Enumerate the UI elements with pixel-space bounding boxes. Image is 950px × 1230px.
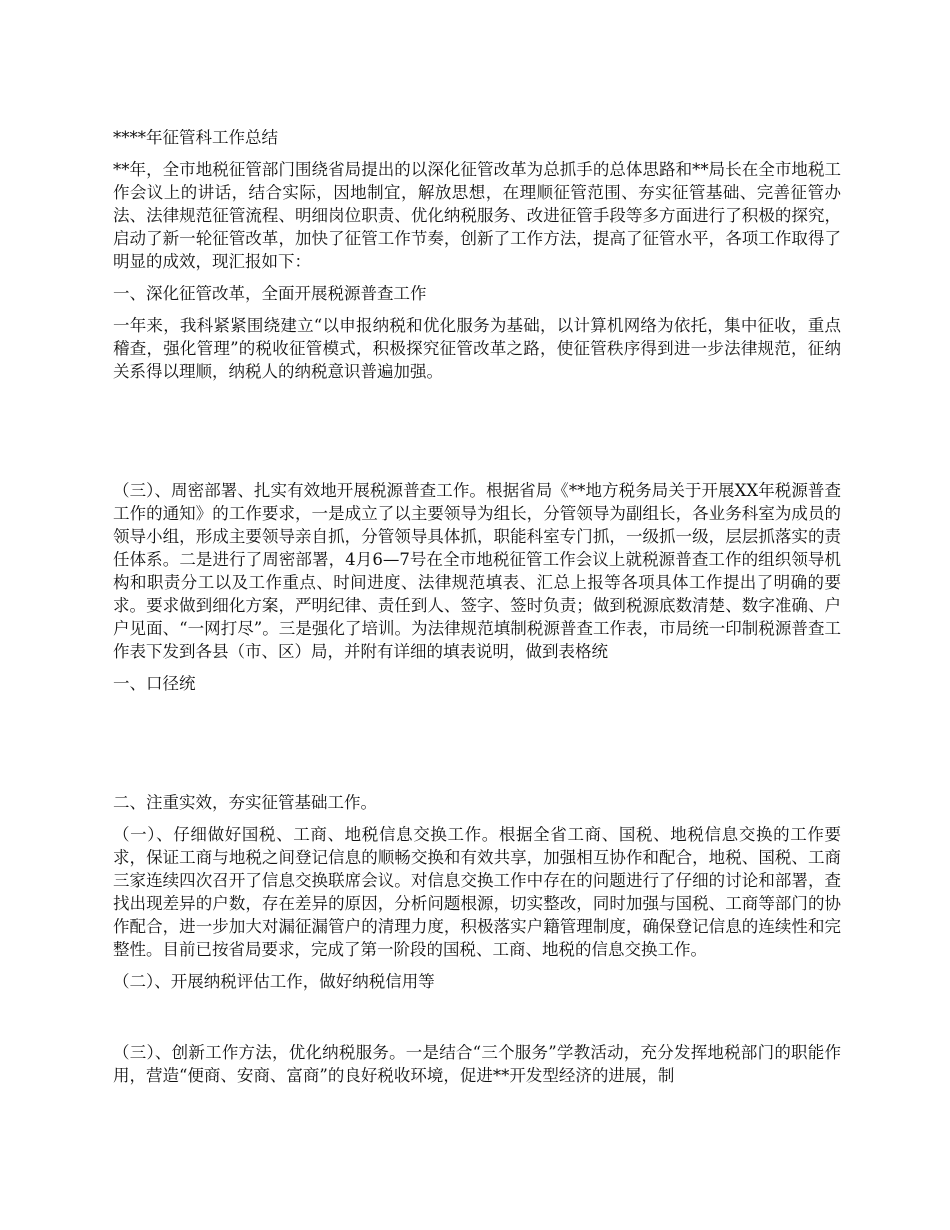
document-title: ****年征管科工作总结 [113, 128, 278, 147]
body-paragraph: 一年来，我科紧紧围绕建立“以申报纳税和优化服务为基础，以计算机网络为依托，集中征收，重点稽查，强化管理”的税收征管模式，积极探究征管改革之路，使征管秩序得到进一步法律规范，征纳关系得以理顺，纳税人的纳税意识普遍加强。 [113, 316, 841, 381]
section-heading-1: 一、深化征管改革，全面开展税源普查工作 [113, 284, 427, 303]
intro-paragraph: **年，全市地税征管部门围绕省局提出的以深化征管改革为总抓手的总体思路和**局长在全市地税工作会议上的讲话，结合实际，因地制宜，解放思想，在理顺征管范围、夯实征管基础、完善征管办法、法律规范征管流程、明细岗位职责、优化纳税服务、改进征管手段等多方面进行了积极的探究，启动了新一轮征管改革，加快了征管工作节奏，创新了工作方法，提高了征管水平，各项工作取得了明显的成效，现汇报如下： [113, 160, 841, 271]
document-page [113, 126, 841, 1087]
body-paragraph: 一、口径统 [113, 674, 196, 693]
body-paragraph: （三）、周密部署、扎实有效地开展税源普查工作。根据省局《**地方税务局关于开展XX年税源普查工作的通知》的工作要求，一是成立了以主要领导为组长，分管领导为副组长，各业务科室为成员的领导小组，形成主要领导亲自抓，分管领导具体抓，职能科室专门抓，一级抓一级，层层抓落实的责任体系。二是进行了周密部署，4月6—7号在全市地税征管工作会议上就税源普查工作的组织领导机构和职责分工以及工作重点、时间进度、法律规范填表、汇总上报等各项具体工作提出了明确的要求。要求做到细化方案，严明纪律、责任到人、签字、签时负责；做到税源底数清楚、数字准确、户户见面、“一网打尽”。三是强化了培训。为法律规范填制税源普查工作表，市局统一印制税源普查工作表下发到各县（市、区）局，并附有详细的填表说明，做到表格统 [113, 481, 841, 661]
body-paragraph: （三）、创新工作方法，优化纳税服务。一是结合“三个服务”学教活动，充分发挥地税部门的职能作用，营造“便商、安商、富商”的良好税收环境，促进**开发型经济的进展，制 [113, 1043, 841, 1085]
body-paragraph: （二）、开展纳税评估工作，做好纳税信用等 [113, 972, 435, 991]
body-paragraph: （一）、仔细做好国税、工商、地税信息交换工作。根据全省工商、国税、地税信息交换的工作要求，保证工商与地税之间登记信息的顺畅交换和有效共享，加强相互协作和配合，地税、国税、工商三家连续四次召开了信息交换联席会议。对信息交换工作中存在的问题进行了仔细的讨论和部署，查找出现差异的户数，存在差异的原因，分析问题根源，切实整改，同时加强与国税、工商等部门的协作配合，进一步加大对漏征漏管户的清理力度，积极落实户籍管理制度，确保登记信息的连续性和完整性。目前已按省局要求，完成了第一阶段的国税、工商、地税的信息交换工作。 [113, 825, 841, 959]
section-heading-2: 二、注重实效，夯实征管基础工作。 [113, 793, 377, 812]
